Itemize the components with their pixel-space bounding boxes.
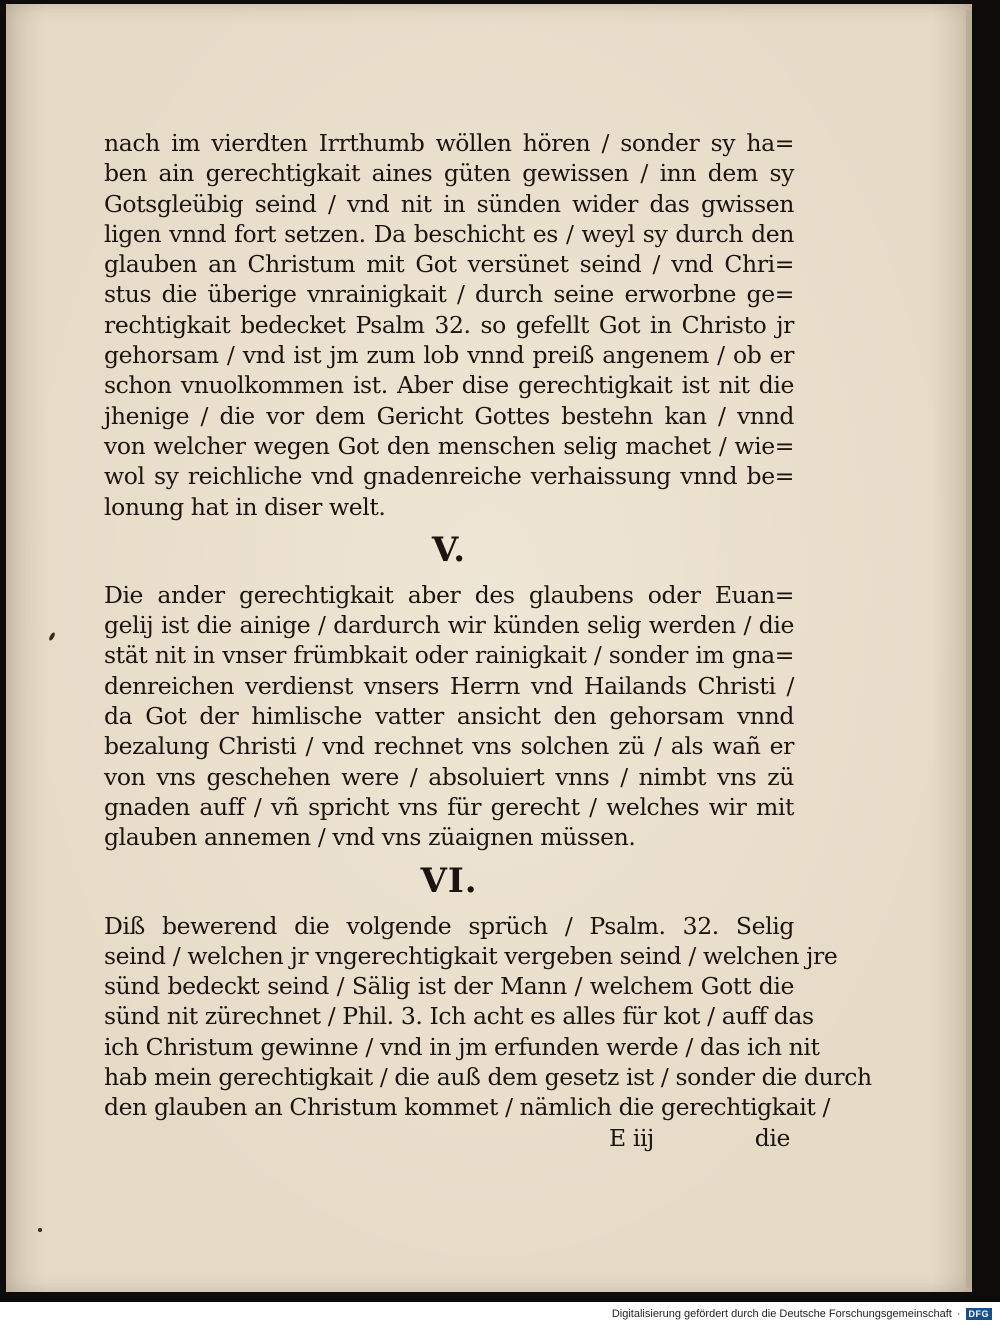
text-line: gelij ist die ainige / dardurch wir künden selig werden / die bbox=[104, 611, 794, 640]
paragraph-3 bbox=[104, 911, 872, 1123]
text-line: jhenige / die vor dem Gericht Gottes bestehn kan / vnnd bbox=[104, 401, 794, 430]
signature-catchword-line bbox=[104, 1123, 794, 1153]
text-line: stät nit in vnser frümbkait oder rainigkait / sonder im gna= bbox=[104, 641, 794, 670]
page-text bbox=[104, 128, 872, 1153]
text-line: Diß bewerend die volgende sprüch / Psalm. 32. Selig bbox=[104, 911, 794, 940]
text-line: Gotsgleübig seind / vnd nit in sünden wider das gwissen bbox=[104, 189, 794, 218]
dfg-logo: DFG bbox=[966, 1308, 993, 1320]
text-line: stus die überige vnrainigkait / durch seine erworbne ge= bbox=[104, 280, 794, 309]
text-line: hab mein gerechtigkait / die auß dem gesetz ist / sonder die durch bbox=[104, 1063, 872, 1092]
paragraph-1 bbox=[104, 128, 794, 522]
text-line: seind / welchen jr vngerechtigkait vergeben seind / welchen jre bbox=[104, 941, 838, 970]
credit-text: Digitalisierung gefördert durch die Deutsche Forschungsgemeinschaft bbox=[611, 1308, 952, 1320]
text-line: nach im vierdten Irrthumb wöllen hören / sonder sy ha= bbox=[104, 129, 794, 157]
catchword: die bbox=[754, 1123, 790, 1152]
footer-credit bbox=[612, 1306, 992, 1322]
text-line: sünd nit zürechnet / Phil. 3. Ich acht es alles für kot / auff das bbox=[104, 1002, 814, 1031]
text-line: schon vnuolkommen ist. Aber dise gerechtigkait ist nit die bbox=[104, 371, 794, 400]
text-line: ligen vnnd fort setzen. Da beschicht es / weyl sy durch den bbox=[104, 219, 794, 248]
text-line: ben ain gerechtigkait aines güten gewissen / inn dem sy bbox=[104, 159, 794, 188]
text-line: gehorsam / vnd ist jm zum lob vnnd preiß angenem / ob er bbox=[104, 341, 794, 370]
text-line: glauben an Christum mit Got versünet seind / vnd Chri= bbox=[104, 250, 794, 279]
book-page bbox=[6, 4, 972, 1292]
text-line: rechtigkait bedecket Psalm 32. so gefellt Got in Christo jr bbox=[104, 310, 794, 339]
signature-mark: E iij bbox=[609, 1123, 654, 1152]
section-heading-v: V. bbox=[431, 529, 467, 570]
section-heading-vi: VI. bbox=[420, 860, 478, 901]
text-line: glauben annemen / vnd vns züaignen müssen. bbox=[104, 823, 636, 852]
text-line: ich Christum gewinne / vnd in jm erfunden werde / das ich nit bbox=[104, 1032, 820, 1061]
text-line: Die ander gerechtigkait aber des glaubens oder Euan= bbox=[104, 580, 794, 609]
separator-dot: · bbox=[956, 1308, 961, 1320]
text-line: bezalung Christi / vnd rechnet vns solchen zü / als wañ er bbox=[104, 732, 794, 761]
text-line: sünd bedeckt seind / Sälig ist der Mann / welchem Gott die bbox=[104, 972, 794, 1001]
paragraph-2 bbox=[104, 580, 794, 853]
ink-speck bbox=[38, 1228, 42, 1232]
text-line: da Got der himlische vatter ansicht den gehorsam vnnd bbox=[104, 702, 794, 731]
text-line: wol sy reichliche vnd gnadenreiche verhaissung vnnd be= bbox=[104, 462, 794, 491]
text-line: von welcher wegen Got den menschen selig machet / wie= bbox=[104, 431, 794, 460]
text-line: gnaden auff / vñ spricht vns für gerecht / welches wir mit bbox=[104, 792, 794, 821]
ink-speck bbox=[48, 632, 56, 642]
text-line: denreichen verdienst vnsers Herrn vnd Hailands Christi / bbox=[104, 671, 794, 700]
text-line: den glauben an Christum kommet / nämlich die gerechtigkait / bbox=[104, 1093, 831, 1122]
page-edge bbox=[966, 10, 972, 1288]
text-line: von vns geschehen were / absoluiert vnns / nimbt vns zü bbox=[104, 762, 794, 791]
text-line: lonung hat in diser welt. bbox=[104, 492, 386, 521]
